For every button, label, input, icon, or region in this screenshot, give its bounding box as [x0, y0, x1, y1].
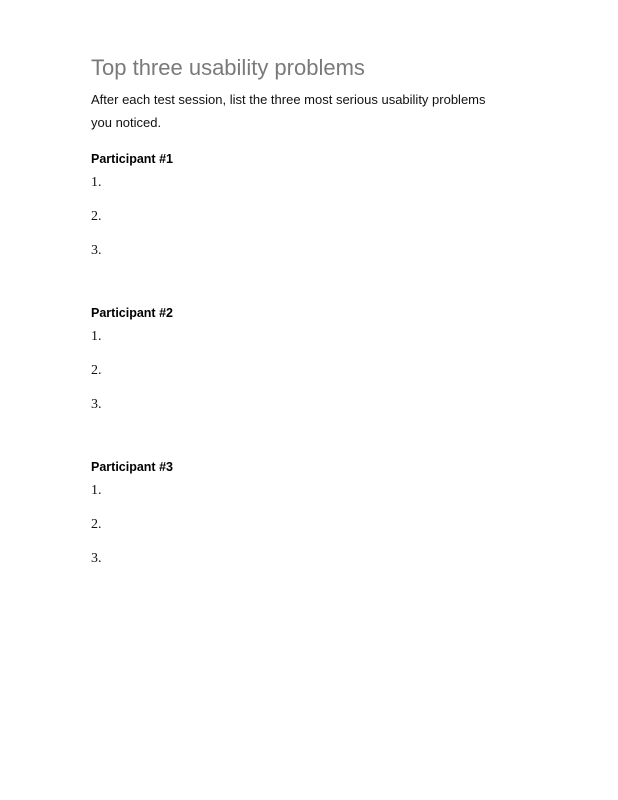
intro-paragraph: After each test session, list the three most serious usability problems you noticed. — [91, 92, 486, 130]
problem-list — [91, 174, 511, 260]
list-item-number: 3. — [91, 243, 102, 258]
page-title: Top three usability problems — [91, 55, 365, 80]
problem-list — [91, 482, 511, 568]
list-item-number: 3. — [91, 397, 102, 412]
list-item-number: 2. — [91, 209, 102, 224]
list-item-number: 1. — [91, 175, 102, 190]
participant-heading: Participant #1 — [91, 152, 173, 166]
list-item-number: 3. — [91, 551, 102, 566]
list-item-number: 2. — [91, 517, 102, 532]
participant-heading: Participant #2 — [91, 306, 173, 320]
participant-3-section — [91, 459, 511, 568]
list-item-number: 2. — [91, 363, 102, 378]
problem-list — [91, 328, 511, 414]
list-item-number: 1. — [91, 329, 102, 344]
participant-heading: Participant #3 — [91, 460, 173, 474]
participant-2-section — [91, 305, 511, 414]
participant-1-section — [91, 151, 511, 260]
list-item-number: 1. — [91, 483, 102, 498]
